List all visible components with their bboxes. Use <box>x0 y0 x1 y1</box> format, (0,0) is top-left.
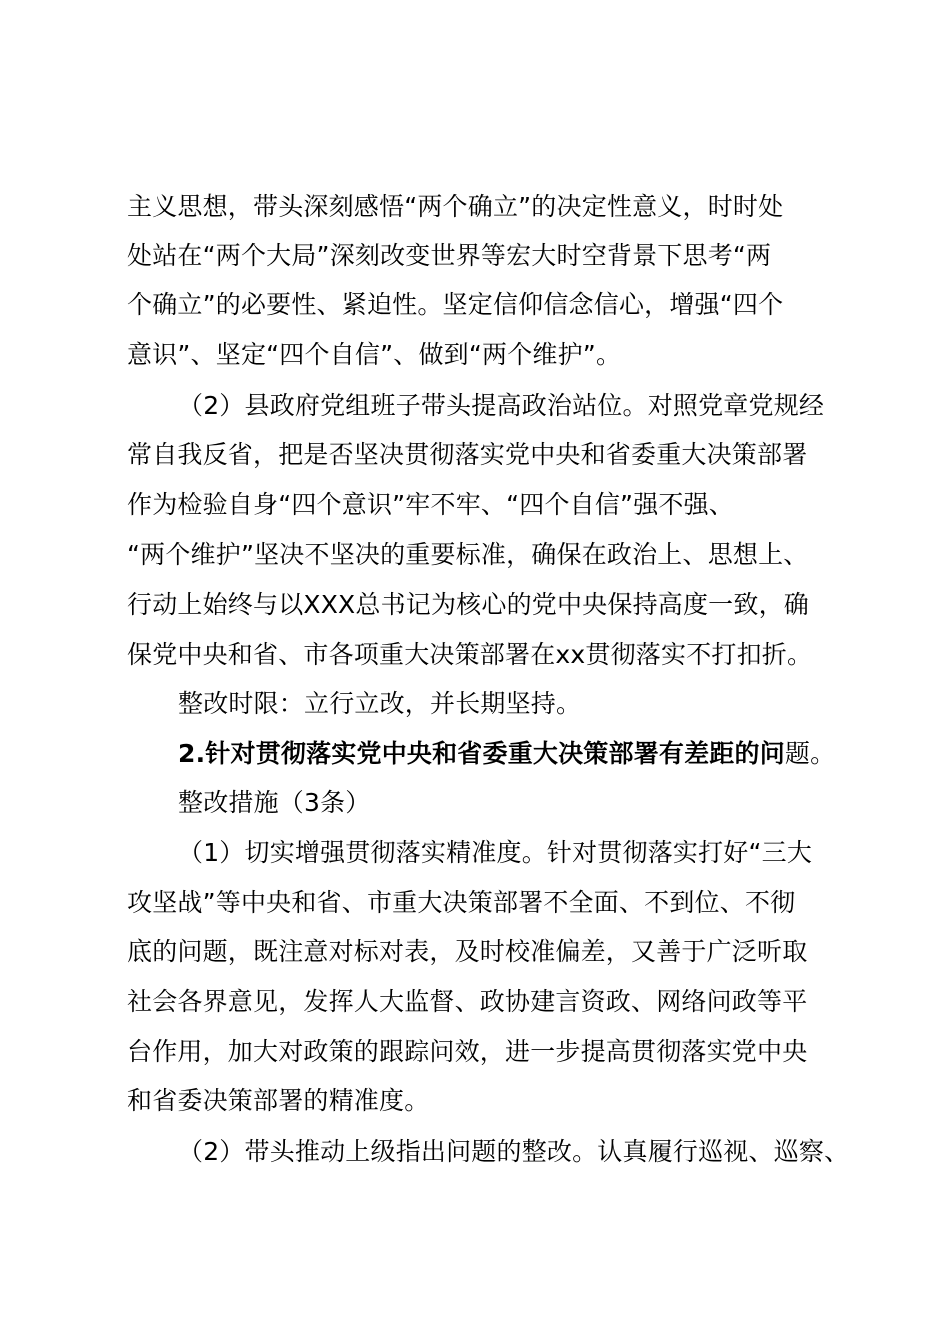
paragraph-line: 社会各界意见，发挥人大监督、政协建言资政、网络问政等平 <box>127 987 808 1016</box>
paragraph-line: （2）带头推动上级指出问题的整改。认真履行巡视、巡察、 <box>178 1137 850 1166</box>
paragraph-line: 主义思想，带头深刻感悟“两个确立”的决定性意义，时时处 <box>127 192 784 221</box>
paragraph-line: 行动上始终与以XXX总书记为核心的党中央保持高度一致，确 <box>127 590 809 619</box>
paragraph-line: 保党中央和省、市各项重大决策部署在xx贯彻落实不打扣折。 <box>127 640 813 669</box>
deadline-line: 整改时限：立行立改，并长期坚持。 <box>178 689 582 718</box>
paragraph-line: 处站在“两个大局”深刻改变世界等宏大时空背景下思考“两 <box>127 241 772 270</box>
paragraph-line: （1）切实增强贯彻落实精准度。针对贯彻落实打好“三大 <box>178 838 813 867</box>
section-heading-bold: 2.针对贯彻落实党中央和省委重大决策部署有差距的问 <box>178 739 785 768</box>
paragraph-line: （2）县政府党组班子带头提高政治站位。对照党章党规经 <box>178 391 825 420</box>
paragraph-line: 和省委决策部署的精准度。 <box>127 1086 430 1115</box>
paragraph-line: 意识”、坚定“四个自信”、做到“两个维护”。 <box>127 340 622 369</box>
paragraph-line: “两个维护”坚决不坚决的重要标准，确保在政治上、思想上、 <box>127 540 809 569</box>
paragraph-line: 个确立”的必要性、紧迫性。坚定信仰信念信心，增强“四个 <box>127 290 784 319</box>
measures-heading: 整改措施（3条） <box>178 788 371 817</box>
section-heading-line <box>178 734 850 774</box>
paragraph-line: 台作用，加大对政策的跟踪问效，进一步提高贯彻落实党中央 <box>127 1037 808 1066</box>
paragraph-line: 作为检验自身“四个意识”牢不牢、“四个自信”强不强、 <box>127 490 735 519</box>
paragraph-line: 底的问题，既注意对标对表，及时校准偏差，又善于广泛听取 <box>127 937 808 966</box>
paragraph-line: 常自我反省，把是否坚决贯彻落实党中央和省委重大决策部署 <box>127 440 808 469</box>
section-heading-tail: 题。 <box>784 739 836 768</box>
paragraph-line: 攻坚战”等中央和省、市重大决策部署不全面、不到位、不彻 <box>127 888 796 917</box>
